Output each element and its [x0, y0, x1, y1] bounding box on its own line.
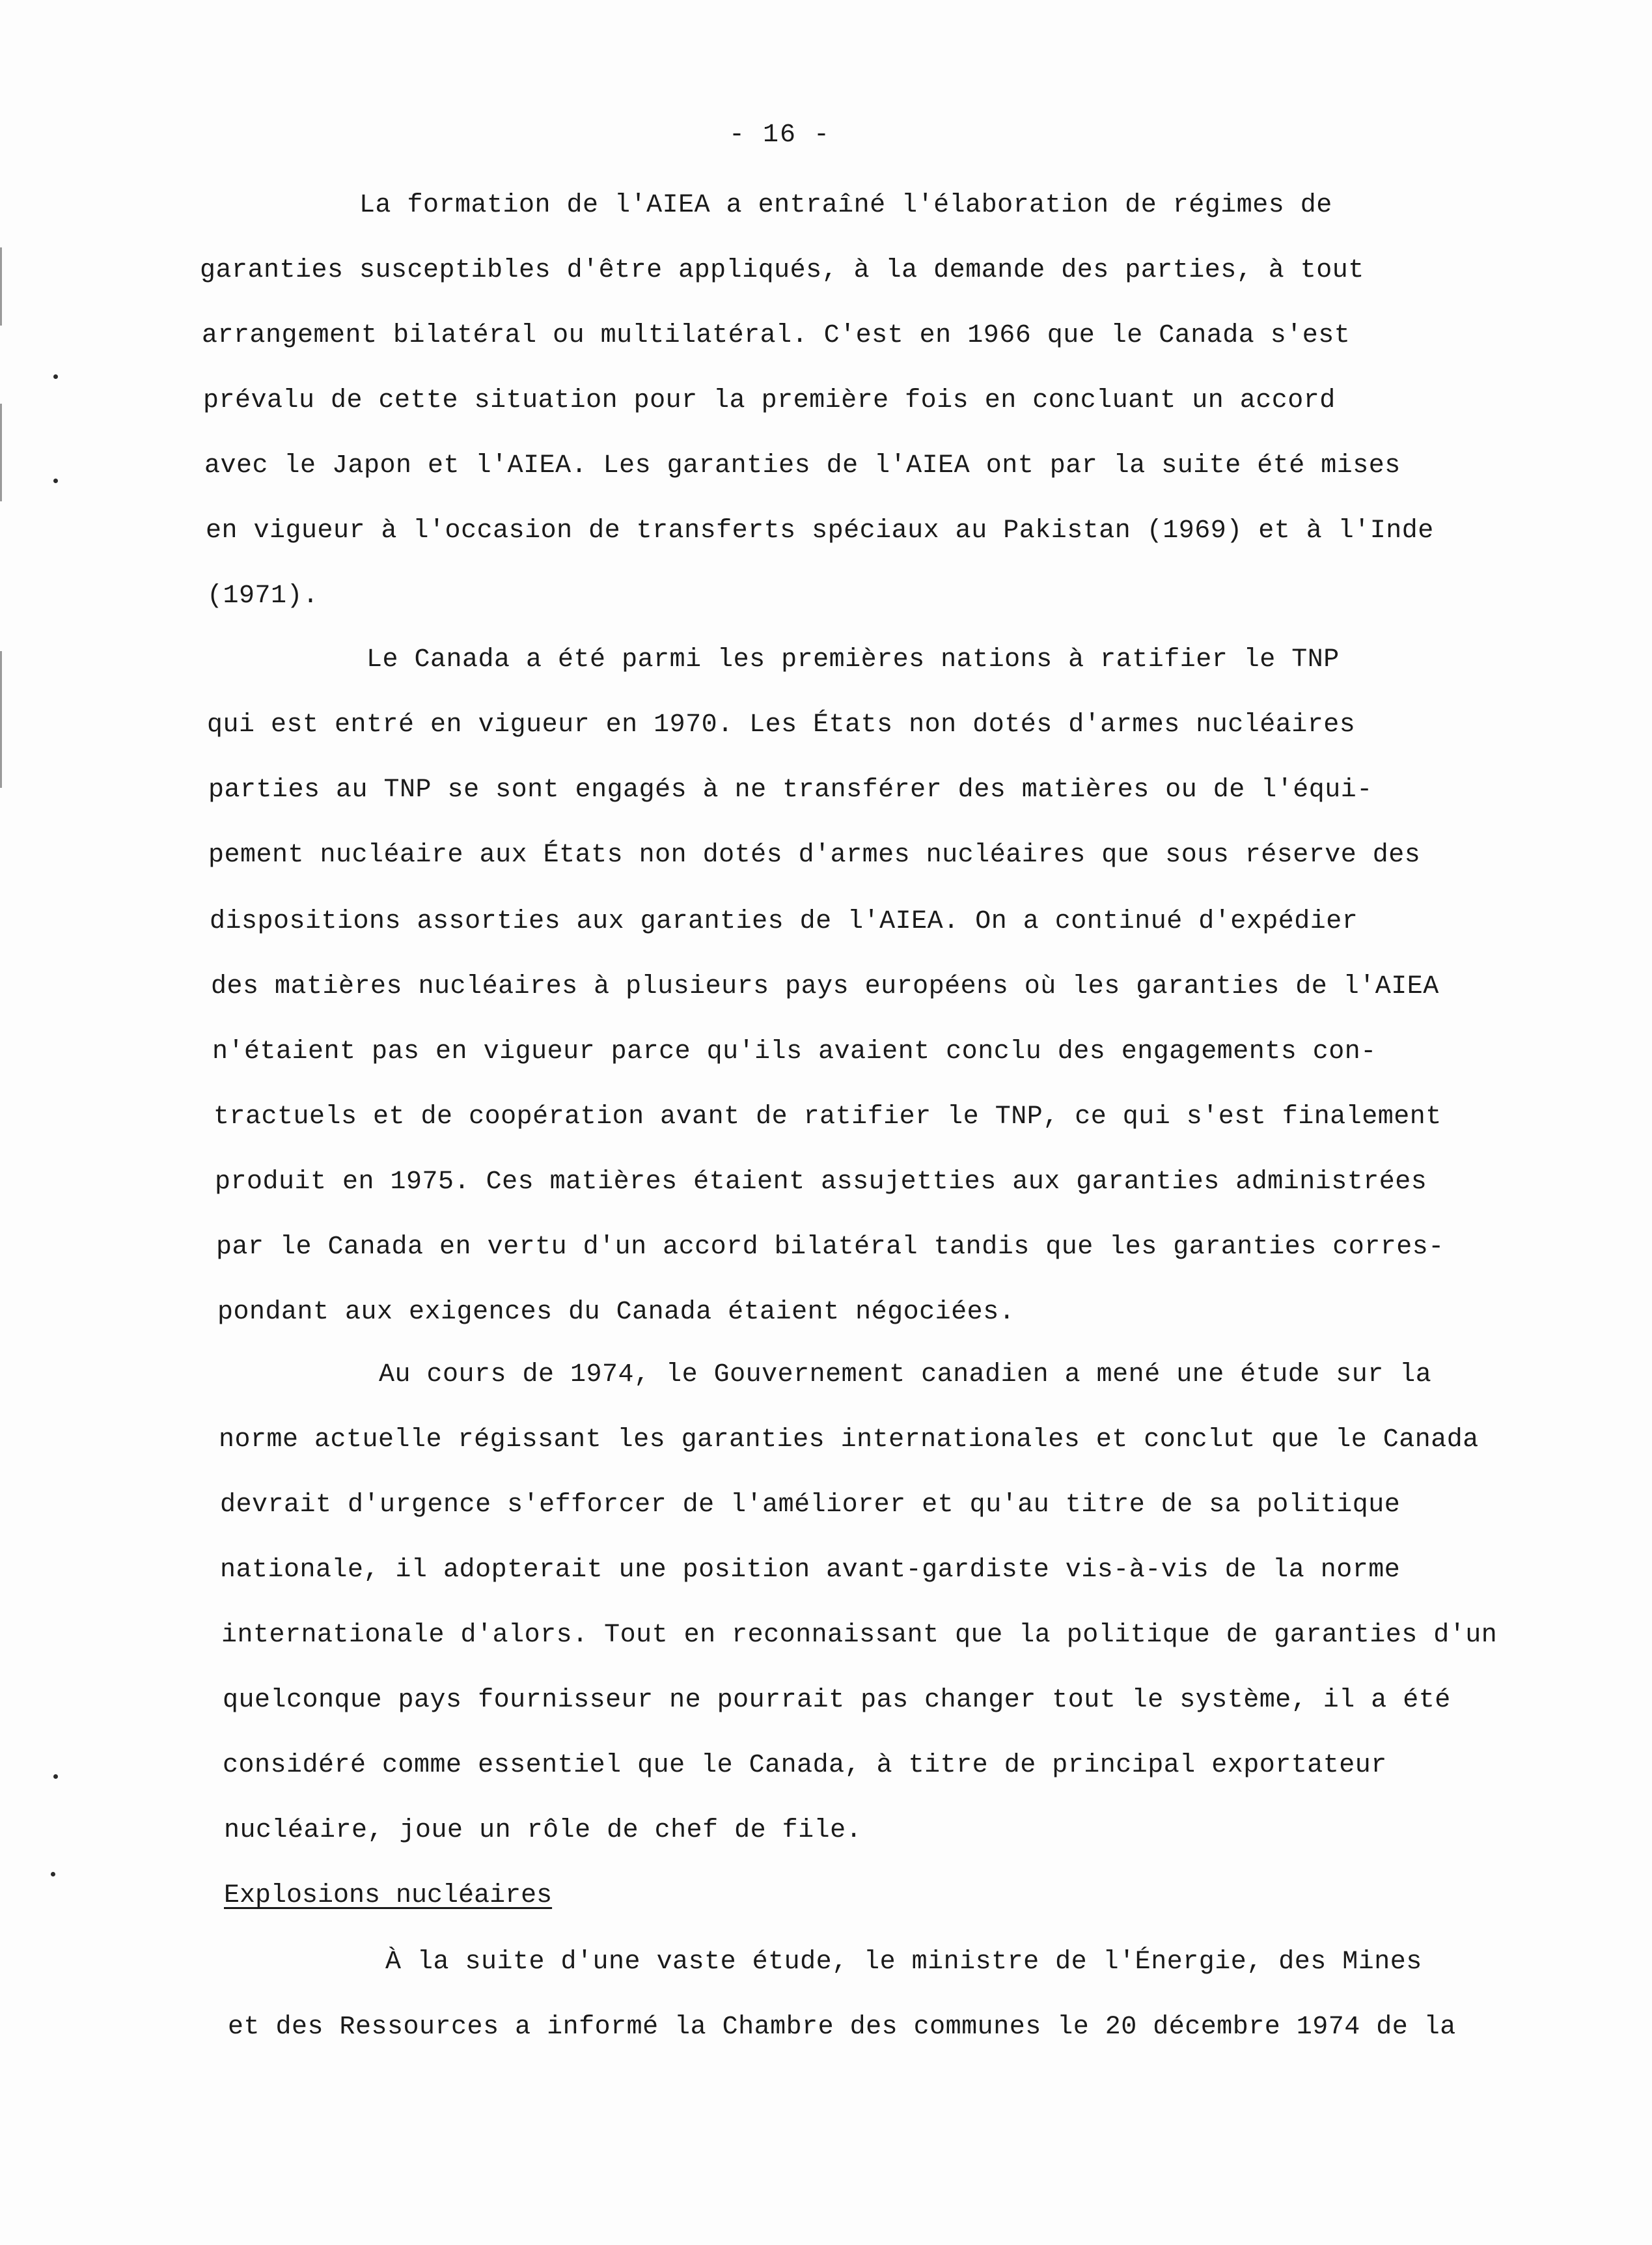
- text-line: À la suite d'une vaste étude, le ministre de l'Énergie, des Mines: [385, 1947, 1422, 1977]
- scan-speck: [53, 1774, 58, 1779]
- scan-speck: [53, 374, 58, 379]
- text-line: parties au TNP se sont engagés à ne transférer des matières ou de l'équi-: [208, 775, 1373, 805]
- text-line: n'étaient pas en vigueur parce qu'ils avaient conclu des engagements con-: [212, 1037, 1377, 1067]
- text-line: pondant aux exigences du Canada étaient négociées.: [217, 1298, 1015, 1327]
- text-line: garanties susceptibles d'être appliqués, à la demande des parties, à tout: [200, 256, 1364, 285]
- text-line: norme actuelle régissant les garanties internationales et conclut que le Canada: [219, 1425, 1479, 1455]
- text-line: internationale d'alors. Tout en reconnaissant que la politique de garanties d'un: [221, 1621, 1498, 1650]
- section-heading: Explosions nucléaires: [224, 1881, 553, 1910]
- text-line: produit en 1975. Ces matières étaient assujetties aux garanties administrées: [215, 1167, 1427, 1197]
- text-line: et des Ressources a informé la Chambre des communes le 20 décembre 1974 de la: [228, 2013, 1456, 2042]
- text-line: avec le Japon et l'AIEA. Les garanties de l'AIEA ont par la suite été mises: [204, 451, 1401, 481]
- text-line: des matières nucléaires à plusieurs pays européens où les garanties de l'AIEA: [211, 972, 1439, 1001]
- text-line: par le Canada en vertu d'un accord bilatéral tandis que les garanties corres-: [216, 1233, 1444, 1262]
- text-line: nucléaire, joue un rôle de chef de file.: [224, 1816, 862, 1845]
- text-line: tractuels et de coopération avant de ratifier le TNP, ce qui s'est finalement: [213, 1102, 1442, 1132]
- text-line: (1971).: [207, 581, 319, 611]
- scan-margin-mark: [0, 651, 2, 788]
- text-line: en vigueur à l'occasion de transferts spéciaux au Pakistan (1969) et à l'Inde: [206, 516, 1434, 546]
- text-line: pement nucléaire aux États non dotés d'armes nucléaires que sous réserve des: [208, 841, 1421, 870]
- text-line: devrait d'urgence s'efforcer de l'améliorer et qu'au titre de sa politique: [220, 1490, 1401, 1520]
- text-line: quelconque pays fournisseur ne pourrait pas changer tout le système, il a été: [223, 1686, 1451, 1715]
- text-line: Au cours de 1974, le Gouvernement canadien a mené une étude sur la: [379, 1360, 1432, 1389]
- scan-speck: [51, 1872, 55, 1876]
- text-line: La formation de l'AIEA a entraîné l'élaboration de régimes de: [359, 191, 1332, 220]
- text-line: dispositions assorties aux garanties de l'AIEA. On a continué d'expédier: [210, 907, 1358, 936]
- page-number: - 16 -: [729, 120, 831, 150]
- scan-margin-mark: [0, 247, 2, 326]
- scan-margin-mark: [0, 404, 2, 501]
- text-line: Le Canada a été parmi les premières nations à ratifier le TNP: [366, 645, 1340, 675]
- text-line: arrangement bilatéral ou multilatéral. C'est en 1966 que le Canada s'est: [202, 321, 1351, 350]
- text-line: nationale, il adopterait une position avant-gardiste vis-à-vis de la norme: [220, 1555, 1401, 1585]
- text-line: prévalu de cette situation pour la première fois en concluant un accord: [203, 386, 1336, 415]
- text-line: qui est entré en vigueur en 1970. Les États non dotés d'armes nucléaires: [207, 710, 1356, 740]
- text-line: considéré comme essentiel que le Canada, à titre de principal exportateur: [223, 1751, 1387, 1780]
- scan-speck: [53, 479, 58, 483]
